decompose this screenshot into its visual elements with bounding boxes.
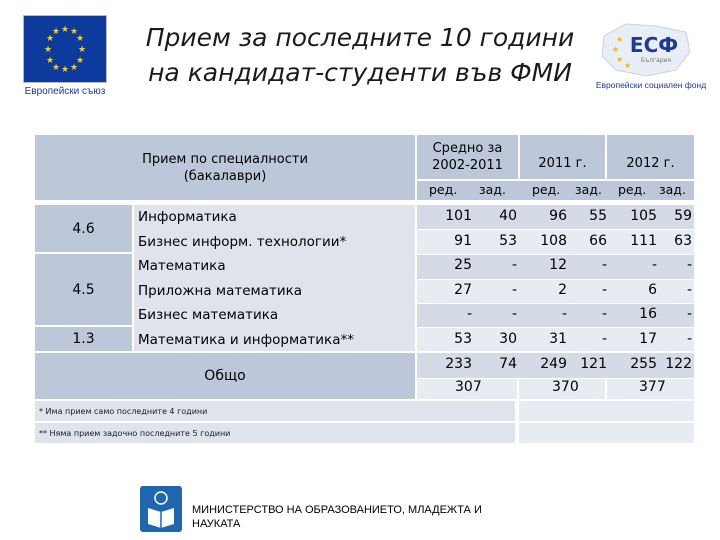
svg-text:★: ★ [75, 33, 85, 43]
table-cell: - [686, 281, 692, 298]
total-cell: 74 [499, 356, 517, 372]
table-cell: - [511, 281, 517, 298]
table-cell: 16 [639, 306, 657, 322]
note-filler [519, 401, 694, 421]
code-4-6: 4.6 [35, 205, 132, 252]
svg-text:★: ★ [616, 55, 624, 64]
table-cell: - [601, 281, 607, 298]
values-grid [417, 205, 694, 355]
table-cell: 27 [454, 281, 472, 298]
sub-red-2011: ред. [532, 182, 561, 197]
table-cell: 66 [589, 232, 607, 249]
esf-label: Европейски социален фонд [595, 80, 707, 90]
sub-zad-avg: зад. [479, 182, 506, 197]
sub-red-2012: ред. [618, 182, 647, 197]
row-name: Бизнес математика [138, 307, 279, 323]
table-cell: 40 [499, 208, 517, 224]
sub-red-avg: ред. [429, 182, 458, 197]
table-cell: - [686, 330, 692, 347]
row-name: Математика [138, 258, 226, 274]
table-cell: 101 [445, 208, 472, 224]
table-cell: - [651, 257, 657, 273]
table-cell: 53 [454, 330, 472, 347]
table-cell: 31 [549, 330, 567, 347]
row-names [138, 205, 413, 352]
table-cell: - [686, 257, 692, 273]
row-name: Бизнес информ. технологии* [138, 233, 347, 250]
svg-text:★: ★ [69, 62, 79, 72]
total-cell: 255 [630, 356, 657, 372]
table-cell: 111 [630, 232, 657, 249]
table-cell: - [561, 306, 567, 322]
row-name: Приложна математика [138, 282, 303, 299]
grand-total-2012: 377 [639, 379, 666, 395]
note-filler [519, 423, 694, 443]
specialty-header: Прием по специалности (бакалаври) [35, 135, 415, 200]
table-cell: - [601, 330, 607, 347]
page-title [130, 20, 590, 90]
code-1-3: 1.3 [35, 327, 132, 351]
table-cell: 25 [454, 257, 472, 273]
table-cell: 30 [499, 330, 517, 347]
esf-logo [596, 18, 696, 80]
svg-text:★: ★ [612, 45, 620, 54]
grand-total-cell [519, 379, 605, 399]
svg-text:★: ★ [43, 44, 53, 54]
code-4-5: 4.5 [35, 254, 132, 325]
svg-text:★: ★ [45, 33, 55, 43]
subheader-row [417, 181, 694, 200]
grand-total-2011: 370 [552, 379, 579, 395]
grand-total-cell [417, 379, 517, 399]
eu-label: Европейски съюз [24, 86, 106, 97]
table-cell: - [686, 306, 692, 322]
total-label: Общо [35, 353, 415, 399]
esf-country: България [640, 57, 672, 64]
sub-zad-2011: зад. [575, 182, 602, 197]
sub-zad-2012: зад. [659, 182, 686, 197]
col-avg-header: Средно за 2002-2011 [417, 135, 518, 179]
total-cell: 233 [445, 356, 472, 372]
grand-total-cell [607, 379, 694, 399]
svg-text:★: ★ [51, 62, 61, 72]
table-cell: - [601, 257, 607, 273]
row-name: Информатика [138, 209, 237, 225]
table-cell: 55 [589, 208, 607, 224]
col-2011-header: 2011 г. [520, 135, 605, 179]
total-cell: 122 [665, 356, 692, 372]
eu-flag-logo [23, 15, 107, 83]
table-cell: 17 [639, 330, 657, 347]
table-cell: 105 [630, 208, 657, 224]
table-cell: 12 [549, 257, 567, 273]
total-cell: 121 [580, 356, 607, 372]
table-cell: 2 [558, 281, 567, 298]
total-cell: 249 [540, 356, 567, 372]
table-cell: 63 [674, 232, 692, 249]
svg-text:★: ★ [75, 55, 85, 65]
svg-text:★: ★ [624, 61, 632, 70]
title-line-1: Прием за последните 10 години [145, 23, 575, 52]
note-row-1 [35, 401, 515, 421]
svg-text:★: ★ [69, 26, 79, 36]
col-2012-header: 2012 г. [607, 135, 694, 179]
svg-text:★: ★ [60, 24, 70, 34]
grand-total-avg: 307 [455, 379, 482, 395]
table-cell: 59 [674, 208, 692, 224]
ministry-logo [140, 486, 182, 532]
table-cell: 53 [499, 232, 517, 249]
esf-logo-text: ЕСФ [629, 33, 679, 57]
svg-text:★: ★ [77, 44, 87, 54]
svg-text:★: ★ [51, 26, 61, 36]
row-name: Математика и информатика** [138, 331, 354, 348]
svg-text:★: ★ [60, 64, 70, 74]
table-cell: 108 [540, 232, 567, 249]
table-cell: - [466, 306, 472, 322]
table-cell: - [601, 306, 607, 322]
svg-text:★: ★ [616, 35, 624, 44]
svg-text:★: ★ [45, 55, 55, 65]
table-cell: 6 [648, 281, 657, 298]
total-values [417, 353, 694, 378]
table-cell: 96 [549, 208, 567, 224]
ministry-name: МИНИСТЕРСТВО НА ОБРАЗОВАНИЕТО, МЛАДЕЖТА И НАУКАТА [192, 504, 482, 530]
note-1: * Има прием само последните 4 години [39, 407, 208, 416]
table-cell: - [511, 257, 517, 273]
title-line-2: на кандидат-студенти във ФМИ [148, 58, 572, 87]
note-row-2 [35, 423, 515, 443]
note-2: ** Няма прием задочно последните 5 години [39, 429, 231, 438]
table-cell: 91 [454, 232, 472, 249]
table-cell: - [511, 306, 517, 322]
